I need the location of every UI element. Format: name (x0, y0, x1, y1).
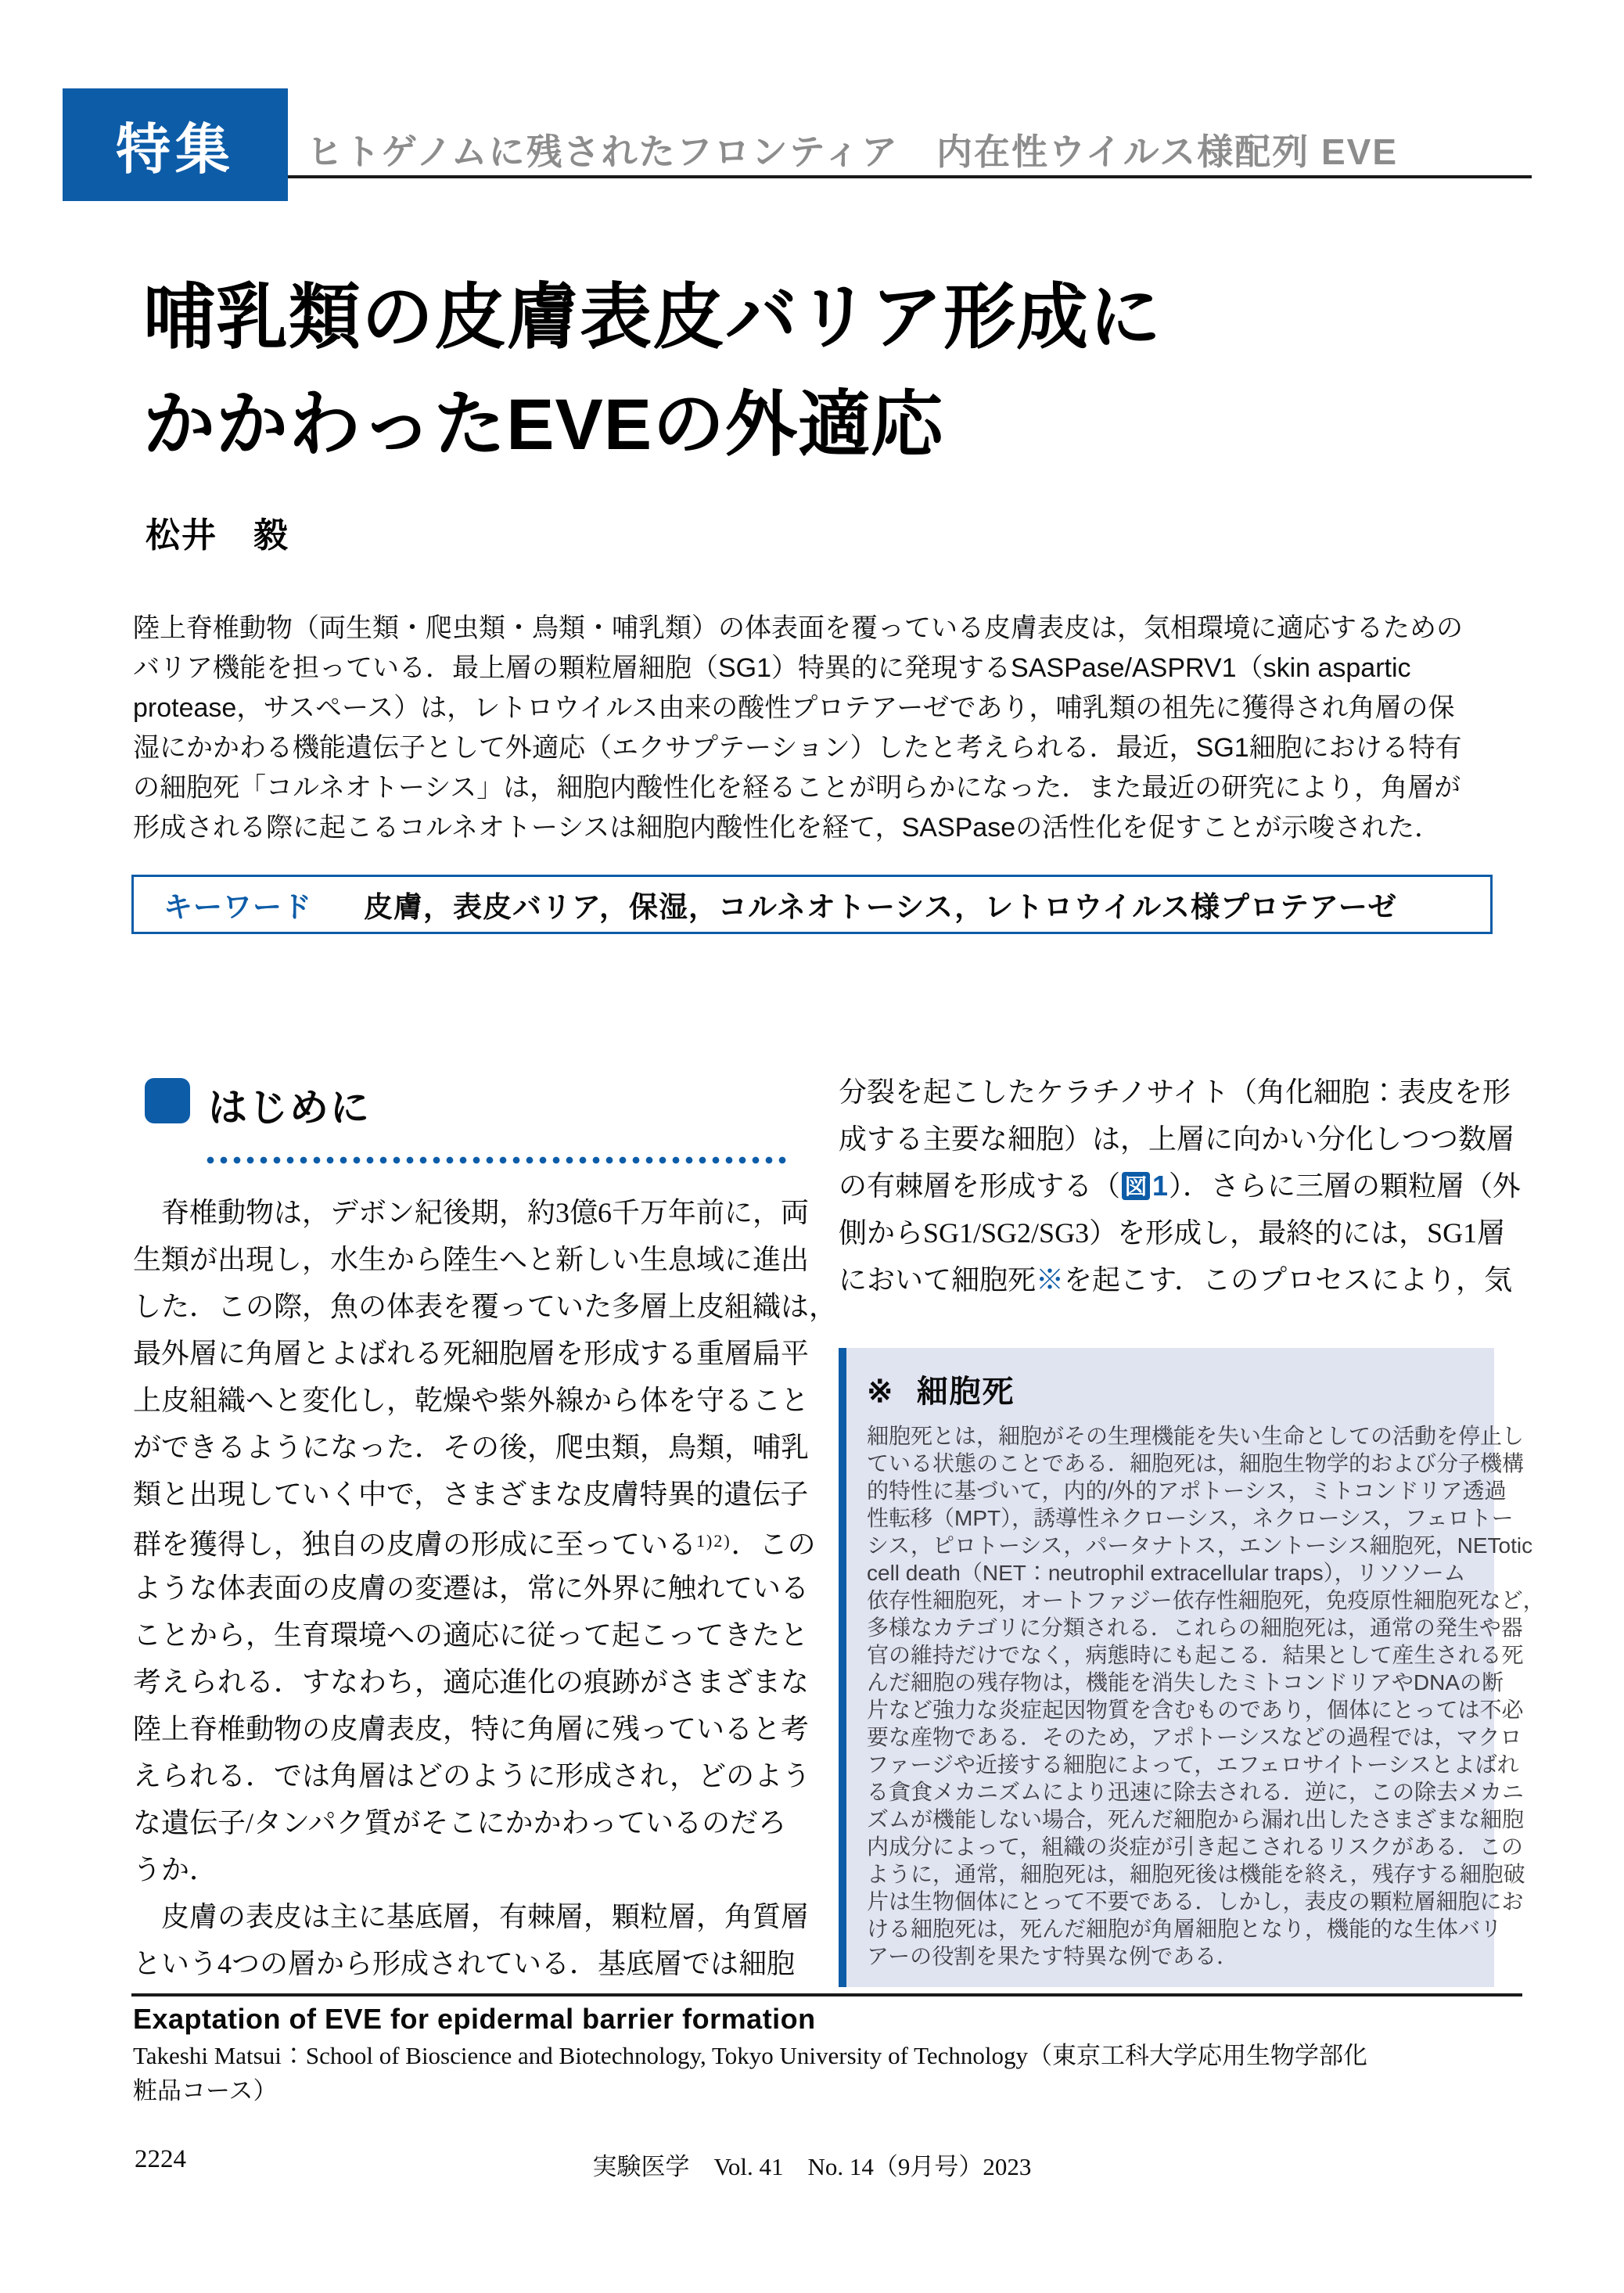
section-bullet-square (145, 1078, 190, 1123)
text-line: ている状態のことである．細胞死は，細胞生物学的および分子機構 (867, 1451, 1525, 1475)
text-line: 脊椎動物は，デボン紀後期，約3億6千万年前に，両 (133, 1197, 810, 1228)
keyword-box (131, 875, 1493, 934)
footnote-marker: ※ (1036, 1264, 1065, 1296)
header-rule (288, 175, 1532, 178)
text-line: 細胞死とは，細胞がその生理機能を失い生命としての活動を停止し (867, 1424, 1525, 1448)
text-segment: ）．さらに三層の顆粒層（外 (1169, 1170, 1522, 1202)
journal-info: 実験医学 Vol. 41 No. 14（9月号）2023 (592, 2153, 1032, 2180)
text-line: ことから，生育環境への適応に従って起こってきたと (133, 1619, 809, 1651)
text-line: 多様なカテゴリに分類される．これらの細胞死は，通常の発生や器 (867, 1616, 1523, 1640)
english-title: Exaptation of EVE for epidermal barrier formation (133, 2003, 816, 2035)
text-line: 片など強力な炎症起因物質を含むものであり，個体にとっては不必 (867, 1698, 1524, 1722)
text-line: 分裂を起こしたケラチノサイト（角化細胞：表皮を形 (839, 1076, 1511, 1108)
text-line: バリア機能を担っている．最上層の顆粒層細胞（SG1）特異的に発現するSASPase/ASPRV1（skin aspartic (133, 653, 1411, 683)
text-line: 類と出現していく中で，さまざまな皮膚特異的遺伝子 (133, 1479, 809, 1510)
text-line: ように，通常，細胞死は，細胞死後は機能を終え，残存する細胞破 (867, 1862, 1525, 1886)
text-segment: において細胞死 (839, 1264, 1037, 1296)
note-marker: ※ (867, 1375, 893, 1409)
text-line (839, 1164, 1522, 1211)
note-title: 細胞死 (916, 1375, 1015, 1409)
keyword-list: 皮膚，表皮バリア，保湿，コルネオトーシス，レトロウイルス様プロテアーゼ (364, 891, 1398, 923)
feature-badge (63, 88, 288, 201)
text-line: 湿にかかわる機能遺伝子として外適応（エクサプテーション）したと考えられる．最近，SG1細胞における特有 (133, 733, 1462, 763)
text-line: 最外層に角層とよばれる死細胞層を形成する重層扁平 (133, 1338, 810, 1369)
text-line: 形成される際に起こるコルネオトーシスは細胞内酸性化を経て，SASPaseの活性化を促すことが示唆された． (133, 813, 1442, 843)
text-line: シス，ピロトーシス，パータナトス，エントーシス細胞死，NETotic (867, 1533, 1533, 1558)
text-line: 片は生物個体にとって不要である．しかし，表皮の顆粒層細胞にお (867, 1889, 1524, 1914)
text-line: 官の維持だけでなく，病態時にも起こる．結果として産生される死 (867, 1643, 1524, 1667)
text-line (839, 1258, 1513, 1305)
article-title-line-2: かかわったEVEの外適応 (143, 385, 944, 465)
text-line: の細胞死「コルネオトーシス」は，細胞内酸性化を経ることが明らかになった．また最近の研究により，角層が (133, 773, 1461, 803)
text-line: な遺伝子/タンパク質がそこにかかわっているのだろ (133, 1807, 787, 1838)
text-segment: ．この (731, 1529, 816, 1560)
cell-death-note-box (839, 1348, 1545, 1987)
text-line: 陸上脊椎動物の皮膚表皮，特に角層に残っていると考 (133, 1713, 810, 1745)
text-segment: 群を獲得し，独自の皮膚の形成に至っている (133, 1529, 697, 1560)
text-line: ズムが機能しない場合，死んだ細胞から漏れ出したさまざまな細胞 (867, 1807, 1525, 1831)
text-line: 陸上脊椎動物（両生類・爬虫類・鳥類・哺乳類）の体表面を覆っている皮膚表皮は，気相環境に適応するための (133, 613, 1463, 643)
author-affiliation (133, 2038, 1510, 2108)
text-line: アーの役割を果たす特異な例である． (867, 1944, 1239, 1968)
text-line: ける細胞死は，死んだ細胞が角層細胞となり，機能的な生体バリ (867, 1917, 1503, 1941)
affiliation-line-1: Takeshi Matsui：School of Bioscience and Biotechnology, Tokyo University of Technology（東京工科大学応用生物学部化 (133, 2042, 1368, 2069)
article-title (143, 264, 1512, 479)
section-title: はじめに (208, 1086, 371, 1130)
page-number: 2224 (135, 2145, 186, 2173)
text-line: protease，サスペース）は，レトロウイルス由来の酸性プロテアーゼであり，哺乳類の祖先に獲得され角層の保 (133, 693, 1455, 723)
text-line: 要な産物である．そのため，アポトーシスなどの過程では，マクロ (867, 1725, 1522, 1749)
text-line: 成する主要な細胞）は，上層に向かい分化しつつ数層 (839, 1123, 1515, 1155)
text-line: 側からSG1/SG2/SG3）を形成し，最終的には，SG1層 (839, 1217, 1506, 1249)
text-line: ような体表面の皮膚の変遷は，常に外界に触れている (133, 1572, 810, 1604)
figure-1-reference-number: 1 (1152, 1170, 1169, 1202)
feature-badge-label: 特集 (116, 118, 235, 180)
note-box-heading (867, 1367, 1494, 1411)
text-line: えられる．では角層はどのように形成され，どのよう (133, 1760, 811, 1792)
text-segment: を起こす．このプロセスにより，気 (1064, 1264, 1513, 1296)
text-line: 生類が出現し，水生から陸生へと新しい生息域に進出 (133, 1244, 810, 1275)
figure-1-reference-icon: 図 (1122, 1172, 1150, 1200)
citation-superscript: 1)2) (696, 1531, 731, 1551)
body-right-column (839, 1070, 1522, 1305)
text-line: 性転移（MPT），誘導性ネクローシス，ネクローシス，フェロトー (867, 1506, 1514, 1530)
text-line: 考えられる．すなわち，適応進化の痕跡がさまざまな (133, 1666, 810, 1698)
article-title-line-1: 哺乳類の皮膚表皮バリア形成に (143, 278, 1162, 358)
text-line: ファージや近接する細胞によって，エフェロサイトーシスとよばれ (867, 1752, 1519, 1777)
series-title: ヒトゲノムに残されたフロンティア 内在性ウイルス様配列 EVE (307, 131, 1399, 172)
text-line: うか． (133, 1854, 218, 1885)
text-line: という4つの層から形成されている．基底層では細胞 (133, 1948, 796, 1979)
text-line: 内成分によって，組織の炎症が引き起こされるリスクがある．この (867, 1835, 1523, 1859)
affiliation-line-2: 粧品コース） (133, 2077, 278, 2104)
text-line: ができるようになった．その後，爬虫類，鳥類，哺乳 (133, 1432, 810, 1463)
text-line: した．この際，魚の体表を覆っていた多層上皮組織は， (133, 1291, 838, 1322)
text-line: cell death（NET：neutrophil extracellular traps），リソソーム (867, 1561, 1466, 1585)
section-dotted-underline (207, 1156, 792, 1164)
text-line: る貪食メカニズムにより迅速に除去される．逆に，この除去メカニ (867, 1780, 1525, 1804)
text-line: 的特性に基づいて，内的/外的アポトーシス，ミトコンドリア透過 (867, 1479, 1507, 1503)
keyword-label: キーワード (163, 891, 312, 923)
body-left-column (133, 1191, 838, 1989)
text-line: 上皮組織へと変化し，乾燥や紫外線から体を守ること (133, 1385, 810, 1416)
text-line (133, 1519, 816, 1566)
text-line: んだ細胞の残存物は，機能を消失したミトコンドリアやDNAの断 (867, 1670, 1504, 1695)
text-segment: の有棘層を形成する（ (839, 1170, 1121, 1202)
abstract-paragraph (133, 609, 1494, 848)
author-name: 松井 毅 (146, 516, 289, 555)
note-body-text (867, 1422, 1545, 1970)
footer-rule (131, 1993, 1522, 1996)
text-line: 皮膚の表皮は主に基底層，有棘層，顆粒層，角質層 (133, 1901, 810, 1932)
text-line: 依存性細胞死，オートファジー依存性細胞死，免疫原性細胞死など， (867, 1588, 1545, 1612)
